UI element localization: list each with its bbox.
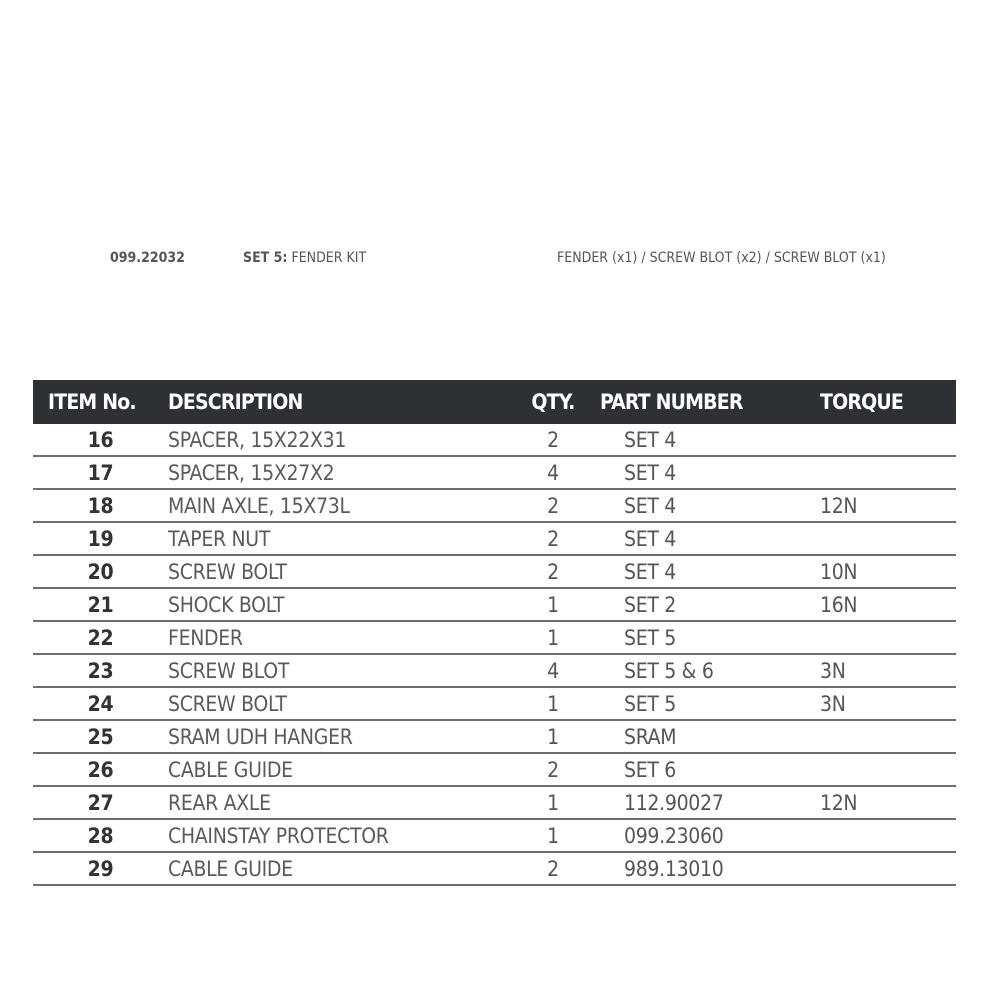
cell-torque [813,424,956,456]
cell-torque: 16N [813,588,956,621]
cell-item-number: 25 [33,720,168,753]
parts-table [33,380,956,886]
table-row [33,720,956,753]
cell-torque [813,522,956,555]
cell-description: SCREW BOLT [168,687,513,720]
cell-torque [813,621,956,654]
cell-part-number: 989.13010 [593,852,813,885]
cell-part-number: SET 4 [593,555,813,588]
table-row [33,753,956,786]
cell-quantity: 2 [513,753,593,786]
cell-part-number: SET 5 [593,687,813,720]
cell-item-number: 27 [33,786,168,819]
cell-quantity: 4 [513,456,593,489]
cell-description: SPACER, 15X27X2 [168,456,513,489]
cell-part-number: SET 4 [593,456,813,489]
cell-part-number: SET 5 [593,621,813,654]
table-row [33,621,956,654]
cell-quantity: 1 [513,687,593,720]
table-row [33,456,956,489]
table-row [33,424,956,456]
cell-part-number: SET 6 [593,753,813,786]
cell-item-number: 16 [33,424,168,456]
cell-quantity: 1 [513,720,593,753]
cell-quantity: 2 [513,489,593,522]
cell-description: SPACER, 15X22X31 [168,424,513,456]
kit-set-name: FENDER KIT [291,250,367,266]
cell-description: SCREW BLOT [168,654,513,687]
cell-part-number: SET 4 [593,522,813,555]
cell-item-number: 22 [33,621,168,654]
cell-description: SCREW BOLT [168,555,513,588]
parts-table-body [33,424,956,885]
cell-torque [813,456,956,489]
header-part-number: PART NUMBER [600,390,743,414]
cell-description: FENDER [168,621,513,654]
cell-quantity: 1 [513,819,593,852]
cell-torque: 12N [813,489,956,522]
cell-quantity: 1 [513,621,593,654]
table-row [33,786,956,819]
cell-item-number: 21 [33,588,168,621]
cell-torque [813,720,956,753]
cell-torque [813,819,956,852]
cell-part-number: 112.90027 [593,786,813,819]
cell-torque [813,852,956,885]
header-description: DESCRIPTION [168,390,303,414]
cell-item-number: 17 [33,456,168,489]
cell-description: SRAM UDH HANGER [168,720,513,753]
cell-description: SHOCK BOLT [168,588,513,621]
table-row [33,522,956,555]
table-row [33,687,956,720]
header-torque: TORQUE [820,390,904,414]
cell-part-number: SRAM [593,720,813,753]
cell-quantity: 2 [513,852,593,885]
cell-part-number: SET 4 [593,489,813,522]
cell-part-number: 099.23060 [593,819,813,852]
cell-description: REAR AXLE [168,786,513,819]
cell-torque: 12N [813,786,956,819]
kit-set [243,250,366,266]
table-row [33,852,956,885]
table-row [33,654,956,687]
header-item-no: ITEM No. [48,390,136,414]
cell-description: TAPER NUT [168,522,513,555]
table-row [33,588,956,621]
cell-item-number: 29 [33,852,168,885]
cell-quantity: 2 [513,522,593,555]
cell-item-number: 18 [33,489,168,522]
parts-table-header [33,380,956,424]
cell-part-number: SET 4 [593,424,813,456]
cell-quantity: 1 [513,588,593,621]
cell-torque: 10N [813,555,956,588]
kit-code: 099.22032 [110,250,185,266]
cell-item-number: 26 [33,753,168,786]
cell-part-number: SET 5 & 6 [593,654,813,687]
cell-description: CABLE GUIDE [168,852,513,885]
cell-quantity: 1 [513,786,593,819]
cell-item-number: 19 [33,522,168,555]
cell-quantity: 2 [513,555,593,588]
cell-quantity: 2 [513,424,593,456]
header-row [33,380,956,424]
cell-item-number: 23 [33,654,168,687]
cell-torque [813,753,956,786]
cell-item-number: 24 [33,687,168,720]
cell-item-number: 28 [33,819,168,852]
table-row [33,489,956,522]
cell-part-number: SET 2 [593,588,813,621]
cell-quantity: 4 [513,654,593,687]
cell-torque: 3N [813,654,956,687]
kit-summary-line [0,250,1000,272]
cell-description: CHAINSTAY PROTECTOR [168,819,513,852]
header-qty: QTY. [531,390,575,414]
table-row [33,819,956,852]
cell-item-number: 20 [33,555,168,588]
cell-description: MAIN AXLE, 15X73L [168,489,513,522]
kit-contents: FENDER (x1) / SCREW BLOT (x2) / SCREW BLOT (x1) [557,250,886,266]
cell-torque: 3N [813,687,956,720]
cell-description: CABLE GUIDE [168,753,513,786]
kit-set-label: SET 5: [243,250,288,266]
table-row [33,555,956,588]
